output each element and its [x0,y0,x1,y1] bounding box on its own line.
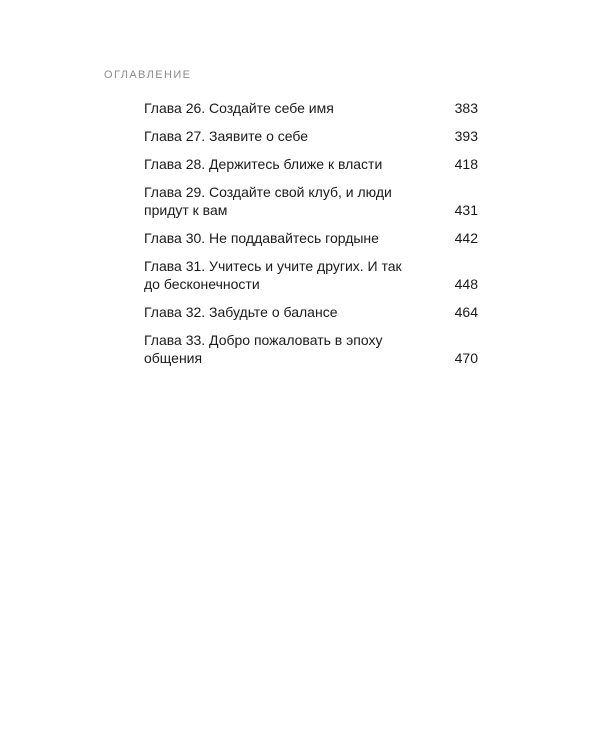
toc-entry-title [144,257,478,293]
toc-entry [144,127,478,145]
toc-entry [144,155,478,173]
toc-entry-title [144,303,478,321]
toc-entry-title [144,331,478,367]
toc-entry [144,229,478,247]
toc-entry-title [144,183,478,219]
toc-entry-page-number: 470 [454,350,478,366]
toc-entry-page-number: 383 [454,100,478,116]
toc-entry [144,331,478,367]
toc-entry-title-line: придут к вам [144,202,228,218]
toc-entry-title-line: Глава 28. Держитесь ближе к власти [144,156,383,172]
toc-entry-page-number: 464 [454,304,478,320]
table-of-contents [144,99,478,377]
toc-entry-title-line: Глава 26. Создайте себе имя [144,100,334,116]
toc-entry-page-number: 442 [454,230,478,246]
toc-entry-title-line: Глава 31. Учитесь и учите других. И так [144,258,402,274]
toc-entry-title-line: до бесконечности [144,276,260,292]
running-head: ОГЛАВЛЕНИЕ [104,69,192,81]
toc-entry-title [144,99,478,117]
toc-entry-page-number: 431 [454,202,478,218]
toc-entry-title-line: Глава 32. Забудьте о балансе [144,304,338,320]
toc-entry [144,303,478,321]
toc-entry-page-number: 393 [454,128,478,144]
toc-entry [144,99,478,117]
toc-entry-title [144,229,478,247]
toc-entry-title-line: Глава 30. Не поддавайтесь гордыне [144,230,379,246]
toc-entry [144,183,478,219]
toc-entry-page-number: 418 [454,156,478,172]
toc-entry-page-number: 448 [454,276,478,292]
toc-entry-title-line: Глава 27. Заявите о себе [144,128,309,144]
toc-entry [144,257,478,293]
toc-entry-title [144,155,478,173]
toc-entry-title [144,127,478,145]
toc-entry-title-line: Глава 33. Добро пожаловать в эпоху общения [144,332,383,366]
toc-entry-title-line: Глава 29. Создайте свой клуб, и люди [144,184,392,200]
